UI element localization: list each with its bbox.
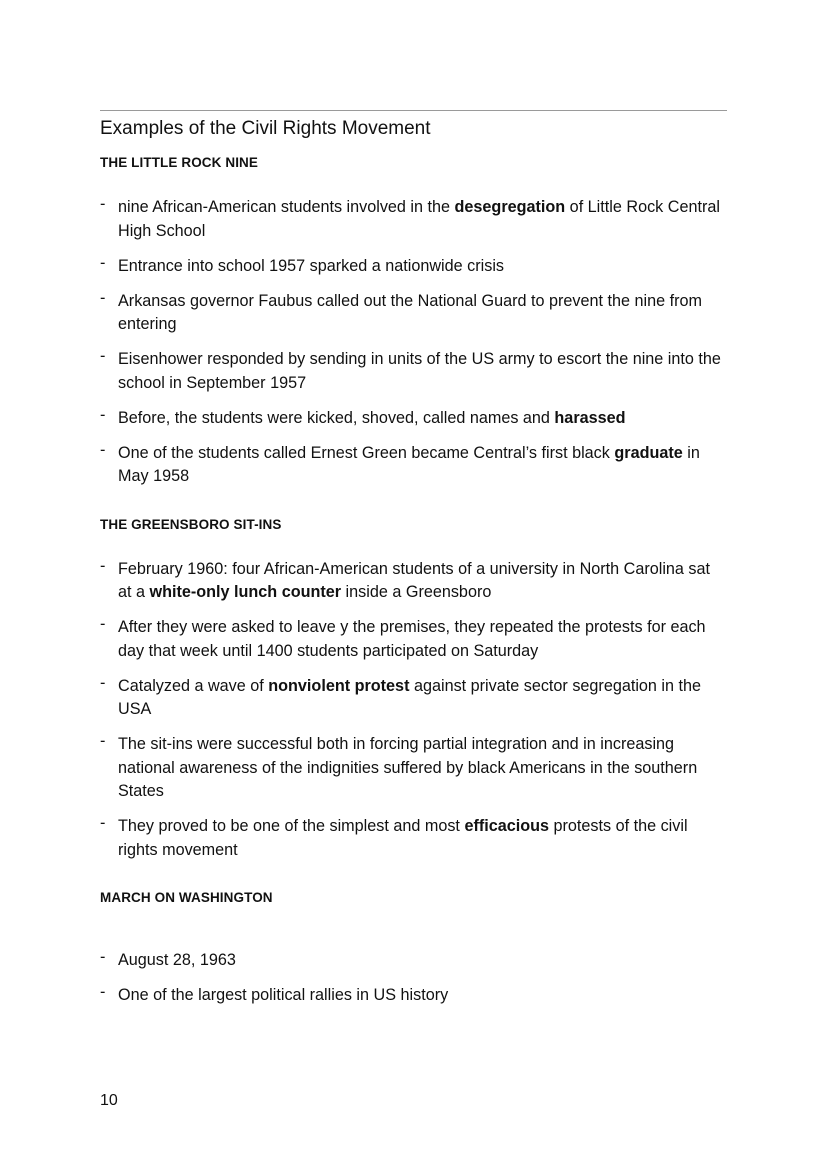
document-title: Examples of the Civil Rights Movement bbox=[100, 118, 431, 139]
bullet-dash: - bbox=[100, 288, 106, 307]
bullet-dash: - bbox=[100, 405, 106, 424]
bullet-text: nine African-American students involved in the bbox=[118, 198, 455, 216]
bullet-dash: - bbox=[100, 615, 106, 633]
bullet-text: Eisenhower responded by sending in units of the US army to escort the nine into the school in September 1957 bbox=[118, 350, 721, 392]
header-rule bbox=[100, 110, 727, 111]
bullet-text: against private sector segregation in the USA bbox=[118, 676, 702, 718]
bullet-bold-text: graduate bbox=[614, 443, 683, 462]
bullet-dash: - bbox=[100, 195, 106, 213]
page-number: 10 bbox=[100, 1092, 118, 1109]
section-heading-greensboro-sit-ins: THE GREENSBORO SIT-INS bbox=[100, 516, 282, 532]
bullet-text: inside a Greensboro bbox=[341, 583, 492, 601]
bullet-text: After they were asked to leave y the premises, they repeated the protests for each day that week until 1400 students participated on Saturday bbox=[118, 618, 706, 660]
bullet-item bbox=[100, 442, 727, 489]
document-page bbox=[100, 110, 727, 1019]
bullet-item bbox=[100, 290, 727, 337]
bullet-bold-text: white-only lunch counter bbox=[149, 583, 342, 601]
bullet-bold-text: harassed bbox=[554, 408, 626, 427]
bullet-dash: - bbox=[100, 347, 106, 365]
bullet-dash: - bbox=[100, 983, 106, 1001]
bullet-dash: - bbox=[100, 732, 106, 750]
bullet-dash: - bbox=[100, 556, 106, 575]
bullet-text: Arkansas governor Faubus called out the National Guard to prevent the nine from entering bbox=[118, 291, 702, 333]
bullet-item bbox=[100, 984, 727, 1008]
bullet-text: Entrance into school 1957 sparked a nationwide crisis bbox=[118, 256, 505, 275]
bullet-text: of Little Rock Central High School bbox=[118, 198, 720, 240]
section-heading-little-rock-nine: THE LITTLE ROCK NINE bbox=[100, 155, 258, 170]
bullet-text: in May 1958 bbox=[118, 443, 700, 485]
bullet-text: One of the students called Ernest Green became Central’s first black bbox=[118, 443, 615, 462]
bullet-item bbox=[100, 348, 727, 395]
bullet-item bbox=[100, 616, 727, 663]
bullet-text: protests of the civil rights movement bbox=[118, 817, 688, 859]
bullet-item bbox=[100, 815, 727, 862]
section-heading-march-on-washington: MARCH ON WASHINGTON bbox=[100, 890, 273, 905]
bullet-dash: - bbox=[100, 948, 106, 966]
bullet-text: August 28, 1963 bbox=[118, 951, 236, 969]
bullet-item bbox=[100, 675, 727, 722]
bullet-list-little-rock-nine bbox=[100, 196, 727, 489]
bullet-dash: - bbox=[100, 814, 106, 832]
bullet-dash: - bbox=[100, 673, 106, 692]
bullet-list-march-on-washington bbox=[100, 949, 727, 1008]
bullet-item bbox=[100, 733, 727, 804]
bullet-text: February 1960: four African-American students of a university in North Carolina sat at a bbox=[118, 559, 711, 601]
bullet-dash: - bbox=[100, 440, 106, 459]
bullet-item bbox=[100, 255, 727, 279]
bullet-item bbox=[100, 558, 727, 605]
bullet-list-greensboro-sit-ins bbox=[100, 558, 727, 863]
bullet-text: One of the largest political rallies in US history bbox=[118, 986, 449, 1004]
bullet-text: The sit-ins were successful both in forcing partial integration and in increasing national awareness of the indignities suffered by black Americans in the southern States bbox=[118, 735, 698, 800]
bullet-item bbox=[100, 196, 727, 243]
bullet-dash: - bbox=[100, 253, 106, 272]
bullet-text: They proved to be one of the simplest and most bbox=[118, 817, 465, 835]
bullet-bold-text: efficacious bbox=[464, 817, 550, 835]
bullet-bold-text: desegregation bbox=[454, 198, 566, 216]
bullet-bold-text: nonviolent protest bbox=[268, 676, 410, 695]
bullet-item bbox=[100, 949, 727, 973]
bullet-item bbox=[100, 407, 727, 431]
bullet-text: Before, the students were kicked, shoved, called names and bbox=[118, 408, 555, 427]
bullet-text: Catalyzed a wave of bbox=[118, 676, 269, 695]
